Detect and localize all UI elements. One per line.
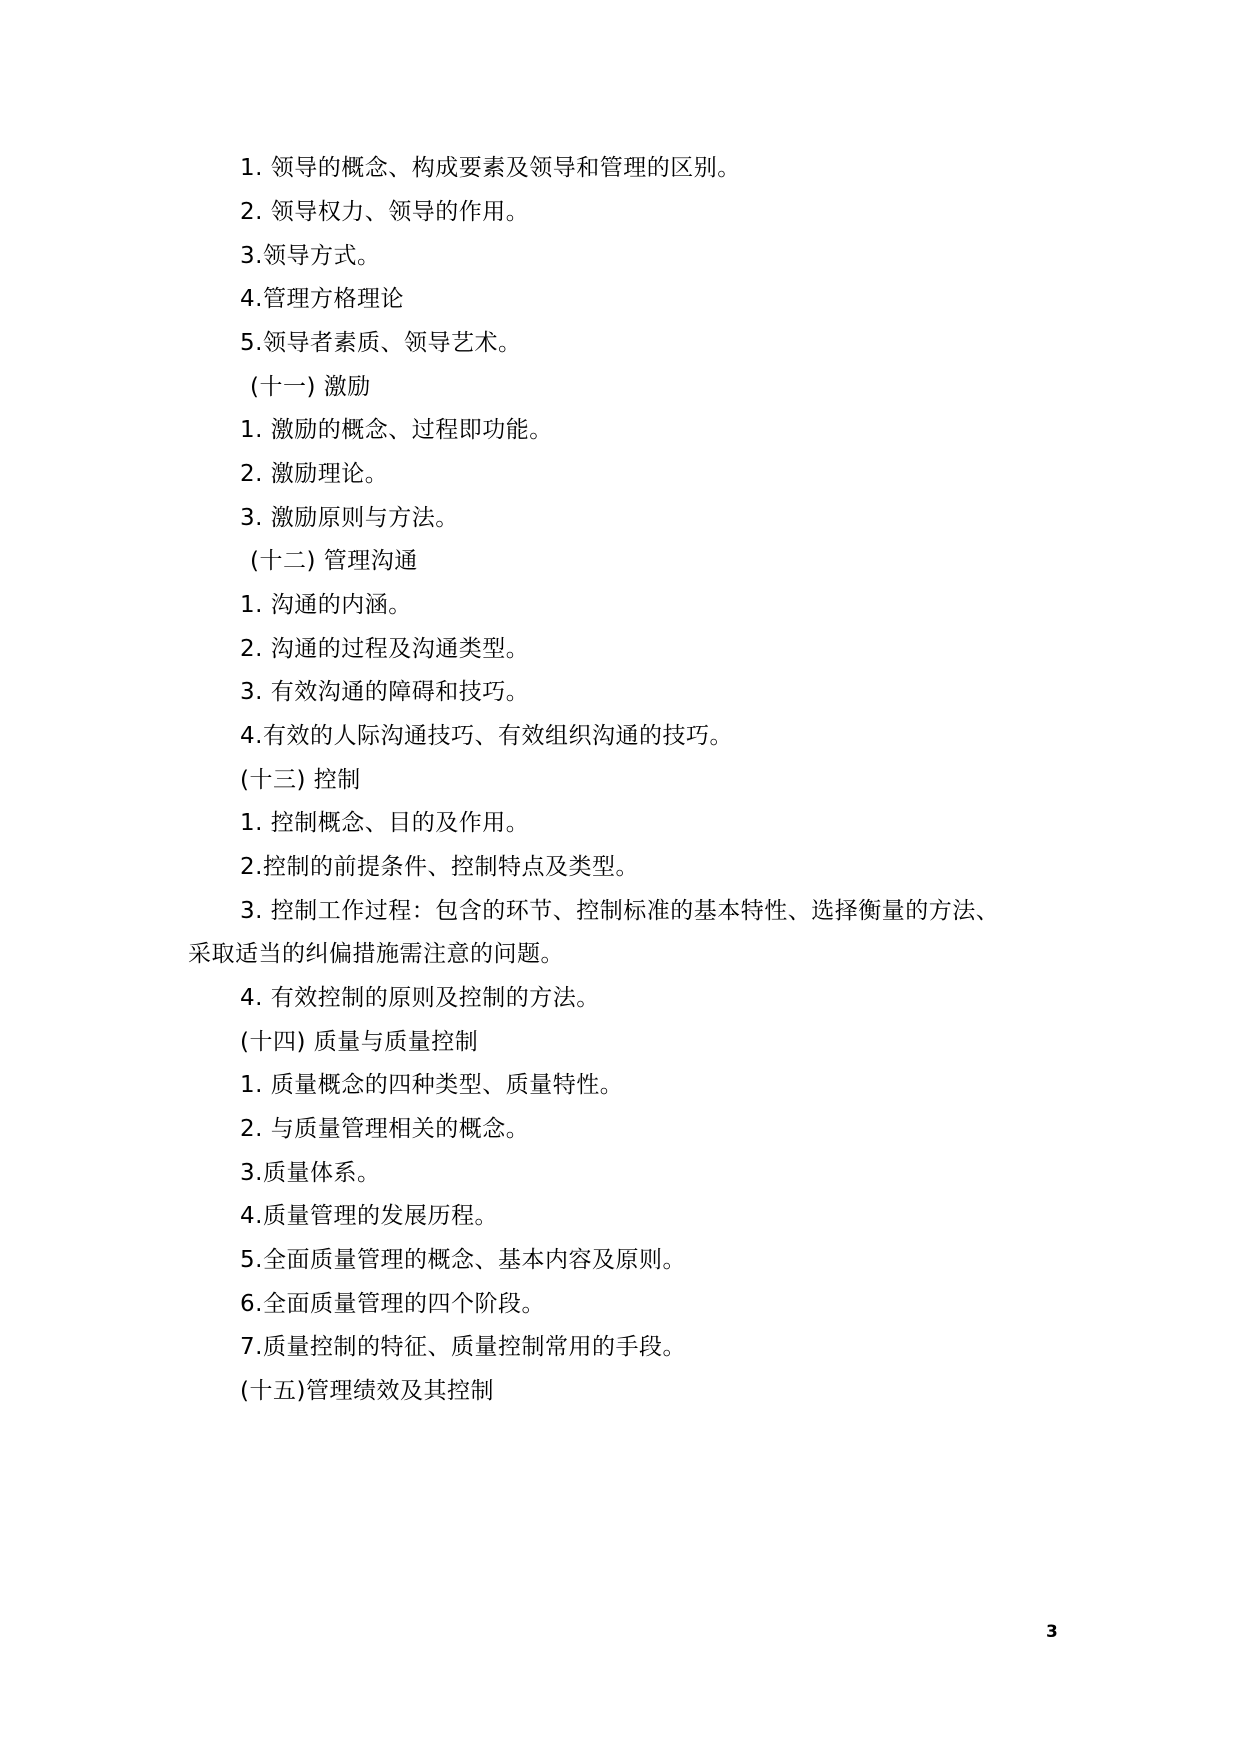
text-line: 1. 领导的概念、构成要素及领导和管理的区别。 <box>240 155 741 181</box>
text-line: 2. 领导权力、领导的作用。 <box>240 199 530 225</box>
text-line: 3.质量体系。 <box>240 1160 381 1186</box>
text-line: 3. 激励原则与方法。 <box>240 505 459 531</box>
text-line: 7.质量控制的特征、质量控制常用的手段。 <box>240 1334 686 1360</box>
section-heading: (十一) 激励 <box>250 374 371 400</box>
text-line: 2. 与质量管理相关的概念。 <box>240 1116 530 1142</box>
text-line: 1. 沟通的内涵。 <box>240 592 412 618</box>
text-line: 2.控制的前提条件、控制特点及类型。 <box>240 854 639 880</box>
text-line: 采取适当的纠偏措施需注意的问题。 <box>188 941 564 967</box>
text-line: 1. 激励的概念、过程即功能。 <box>240 417 553 443</box>
text-line: 4.有效的人际沟通技巧、有效组织沟通的技巧。 <box>240 723 733 749</box>
text-line: 6.全面质量管理的四个阶段。 <box>240 1291 545 1317</box>
text-line: 3. 控制工作过程：包含的环节、控制标准的基本特性、选择衡量的方法、 <box>240 898 1000 924</box>
text-line: 4.管理方格理论 <box>240 286 404 312</box>
text-line: 4. 有效控制的原则及控制的方法。 <box>240 985 600 1011</box>
text-line: 5.领导者素质、领导艺术。 <box>240 330 522 356</box>
text-line: 3. 有效沟通的障碍和技巧。 <box>240 679 530 705</box>
text-line: 5.全面质量管理的概念、基本内容及原则。 <box>240 1247 686 1273</box>
section-heading: (十四) 质量与质量控制 <box>240 1029 479 1055</box>
text-line: 3.领导方式。 <box>240 243 381 269</box>
text-line: 1. 控制概念、目的及作用。 <box>240 810 530 836</box>
page-number: 3 <box>1046 1622 1058 1642</box>
text-line: 4.质量管理的发展历程。 <box>240 1203 498 1229</box>
section-heading: (十五)管理绩效及其控制 <box>240 1378 494 1404</box>
text-line: 2. 沟通的过程及沟通类型。 <box>240 636 530 662</box>
text-line: 1. 质量概念的四种类型、质量特性。 <box>240 1072 624 1098</box>
text-line: 2. 激励理论。 <box>240 461 389 487</box>
section-heading: (十二) 管理沟通 <box>250 548 418 574</box>
section-heading: (十三) 控制 <box>240 767 361 793</box>
